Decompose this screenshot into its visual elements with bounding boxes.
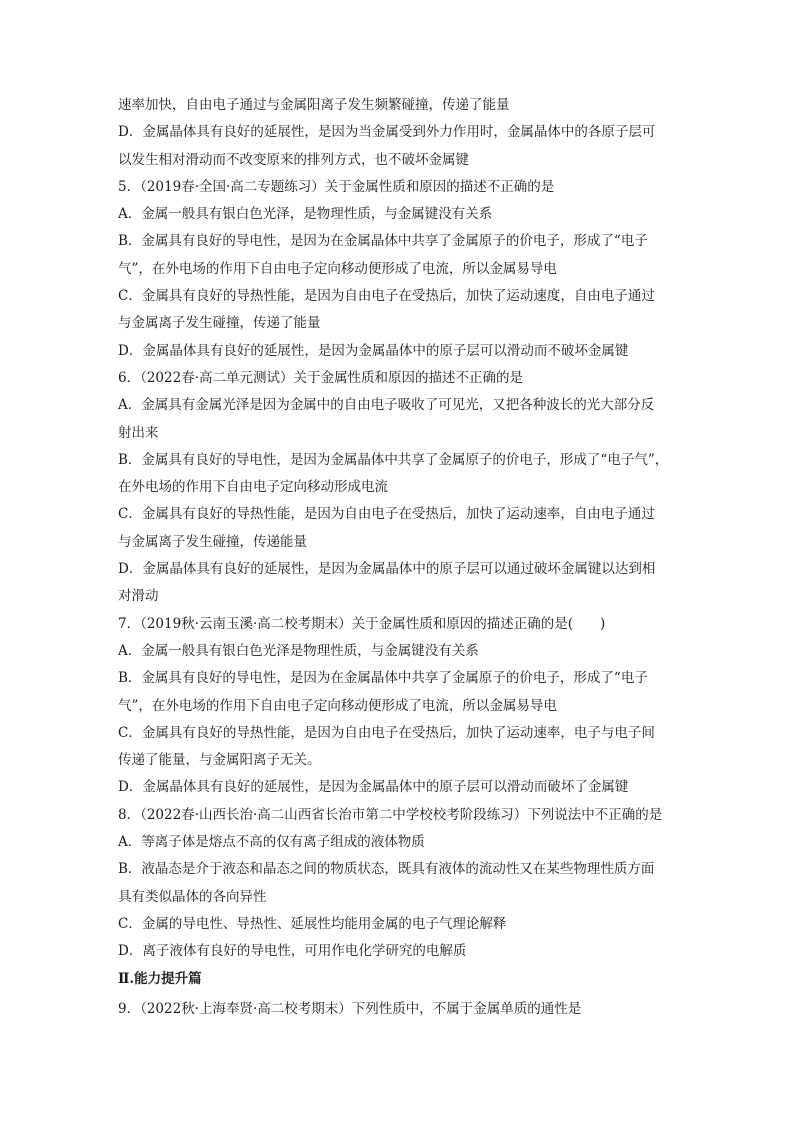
text-line: 传递了能量，与金属阳离子无关。: [118, 752, 321, 769]
question-8-option-c: C．金属的导电性、导热性、延展性均能用金属的电子气理论解释: [118, 915, 507, 932]
text-line: 与金属离子发生碰撞，传递了能量: [118, 315, 321, 332]
question-9-stem: 9．（2022秋·上海奉贤·高二校考期末）下列性质中，不属于金属单质的通性是: [118, 1000, 582, 1017]
section-heading: Ⅱ.能力提升篇: [118, 970, 202, 987]
text-line: 与金属离子发生碰撞，传递能量: [118, 533, 307, 550]
question-8-stem: 8．（2022春·山西长治·高二山西省长治市第二中学校校考阶段练习）下列说法中不正确的是: [118, 806, 663, 823]
question-5-stem: 5．（2019春·全国·高二专题练习）关于金属性质和原因的描述不正确的是: [118, 178, 555, 195]
question-5-option-c: C．金属具有良好的导热性能，是因为自由电子在受热后，加快了运动速度，自由电子通过: [118, 288, 655, 305]
question-7-option-c: C．金属具有良好的导热性能，是因为自由电子在受热后，加快了运动速率，电子与电子间: [118, 724, 655, 741]
question-8-option-d: D．离子液体有良好的导电性，可用作电化学研究的电解质: [118, 943, 467, 960]
text-line: D．金属晶体具有良好的延展性，是因为当金属受到外力作用时，金属晶体中的各原子层可: [118, 124, 656, 141]
question-5-option-a: A．金属一般具有银白色光泽，是物理性质，与金属键没有关系: [118, 206, 493, 223]
question-5-option-d: D．金属晶体具有良好的延展性，是因为金属晶体中的原子层可以滑动而不破坏金属键: [118, 342, 629, 359]
question-7-option-d: D．金属晶体具有良好的延展性，是因为金属晶体中的原子层可以滑动而破坏了金属键: [118, 779, 629, 796]
question-8-option-a: A．等离子体是熔点不高的仅有离子组成的液体物质: [118, 834, 425, 851]
question-7-stem: 7．（2019秋·云南玉溪·高二校考期末）关于金属性质和原因的描述正确的是( ): [118, 615, 606, 632]
question-6-option-d: D．金属晶体具有良好的延展性，是因为金属晶体中的原子层可以通过破坏金属键以达到相: [118, 561, 656, 578]
text-line: 具有类似晶体的各向异性: [118, 888, 267, 905]
text-line: 射出来: [118, 424, 159, 441]
question-6-option-c: C．金属具有良好的导热性能，是因为自由电子在受热后，加快了运动速率，自由电子通过: [118, 506, 655, 523]
question-6-option-a: A．金属具有金属光泽是因为金属中的自由电子吸收了可见光，又把各种波长的光大部分反: [118, 397, 655, 414]
text-line: 气”，在外电场的作用下自由电子定向移动便形成了电流，所以金属易导电: [118, 697, 557, 714]
question-5-option-b: B．金属具有良好的导电性，是因为在金属晶体中共享了金属原子的价电子，形成了“电子: [118, 233, 648, 250]
text-line: 速率加快，自由电子通过与金属阳离子发生频繁碰撞，传递了能量: [118, 97, 510, 113]
document-body: [118, 92, 678, 1023]
question-6-stem: 6．（2022春·高二单元测试）关于金属性质和原因的描述不正确的是: [118, 369, 523, 386]
question-7-option-b: B．金属具有良好的导电性，是因为在金属晶体中共享了金属原子的价电子，形成了“电子: [118, 670, 648, 687]
text-line: 以发生相对滑动而不改变原来的排列方式，也不破坏金属键: [118, 151, 469, 168]
question-7-option-a: A．金属一般具有银白色光泽是物理性质，与金属键没有关系: [118, 642, 479, 659]
text-line: 对滑动: [118, 588, 159, 605]
question-6-option-b: B．金属具有良好的导电性，是因为金属晶体中共享了金属原子的价电子，形成了“电子气”，: [118, 451, 669, 468]
text-line: 在外电场的作用下自由电子定向移动形成电流: [118, 479, 388, 496]
text-line: 气”，在外电场的作用下自由电子定向移动便形成了电流，所以金属易导电: [118, 260, 557, 277]
question-8-option-b: B．液晶态是介于液态和晶态之间的物质状态，既具有液体的流动性又在某些物理性质方面: [118, 861, 655, 878]
